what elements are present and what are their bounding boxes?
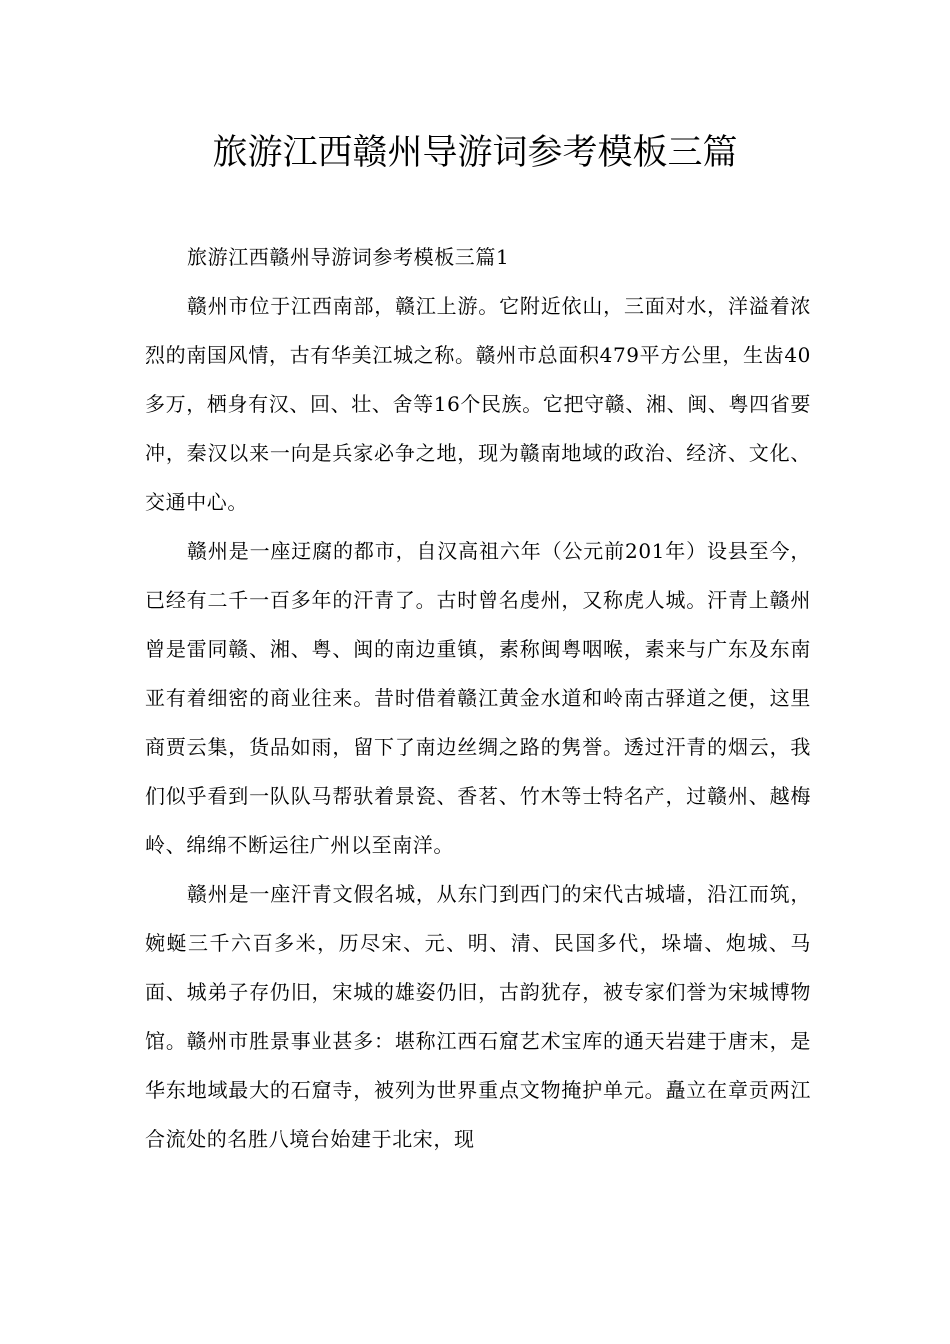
- document-subtitle: 旅游江西赣州导游词参考模板三篇1: [187, 245, 510, 269]
- document-body: [145, 233, 811, 1164]
- document-title: 旅游江西赣州导游词参考模板三篇: [212, 133, 738, 173]
- paragraph: 赣州是一座汗青文假名城，从东门到西门的宋代古城墙，沿江而筑，婉蜒三千六百多米，历尽宋、元、明、清、民国多代，垛墙、炮城、马面、城弟子存仍旧，宋城的雄姿仍旧，古韵犹存，被专家们誉为宋城博物馆。赣州市胜景事业甚多：堪称江西石窟艺术宝库的通天岩建于唐末，是华东地域最大的石窟寺，被列为世界重点文物掩护单元。矗立在章贡两江合流处的名胜八境台始建于北宋，现: [145, 882, 811, 1151]
- paragraph: 赣州市位于江西南部，赣江上游。它附近依山，三面对水，洋溢着浓烈的南国风情，古有华美江城之称。赣州市总面积479平方公里，生齿40多万，栖身有汉、回、壮、舍等16个民族。它把守赣、湘、闽、粤四省要冲，秦汉以来一向是兵家必争之地，现为赣南地域的政治、经济、文化、交通中心。: [145, 294, 811, 514]
- paragraph: 赣州是一座迂腐的都市，自汉高祖六年（公元前201年）设县至今，已经有二千一百多年的汗青了。古时曾名虔州，又称虎人城。汗青上赣州曾是雷同赣、湘、粤、闽的南边重镇，素称闽粤咽喉，素来与广东及东南亚有着细密的商业往来。昔时借着赣江黄金水道和岭南古驿道之便，这里商贾云集，货品如雨，留下了南边丝绸之路的隽誉。透过汗青的烟云，我们似乎看到一队队马帮驮着景瓷、香茗、竹木等士特名产，过赣州、越梅岭、绵绵不断运往广州以至南洋。: [145, 539, 811, 857]
